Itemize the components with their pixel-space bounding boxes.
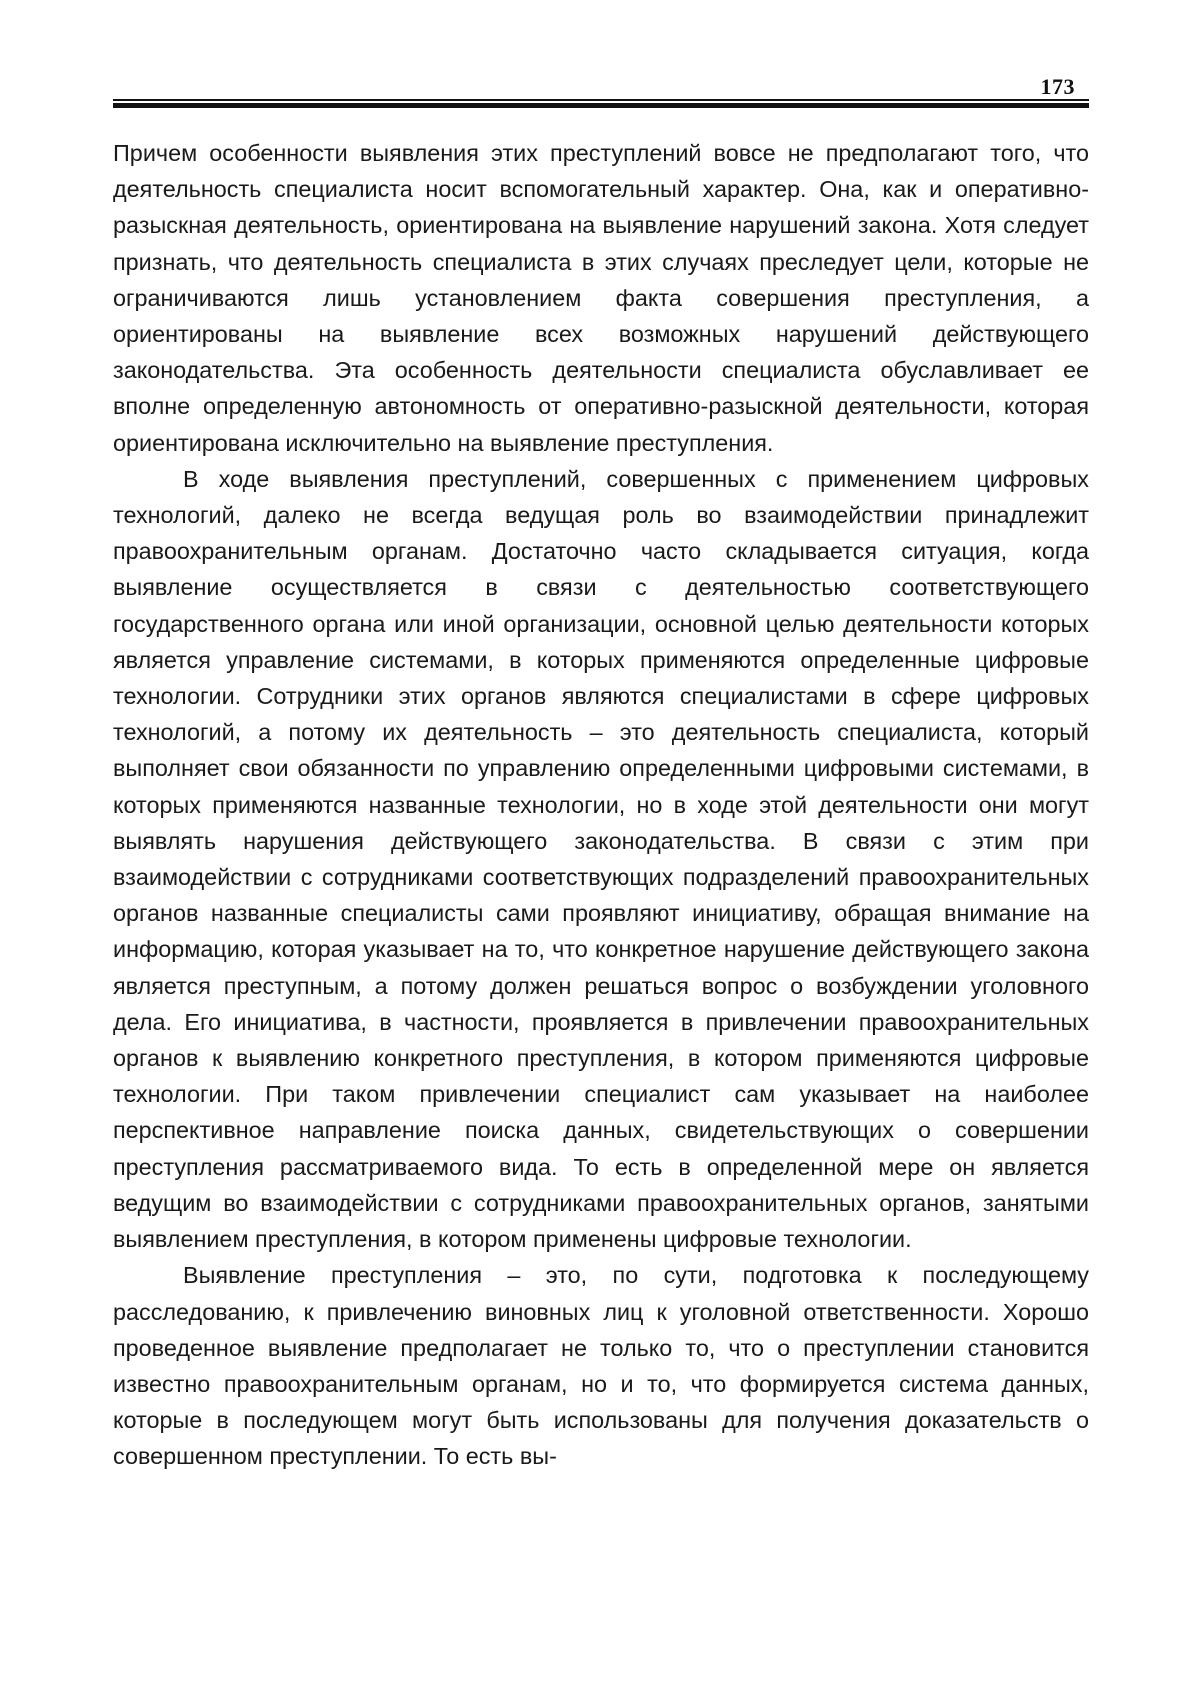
- book-page: [113, 0, 1089, 1698]
- paragraph-1: Причем особенности выявления этих преступлений вовсе не предполагают того, что деятельность специалиста носит вспомогательный характер. Она, как и оперативно-разыскная деятельность, ориентирована на выявление нарушений закона. Хотя следует признать, что деятельность специалиста в этих случаях преследует цели, которые не ограничиваются лишь установлением факта совершения преступления, а ориентированы на выявление всех возможных нарушений действующего законодательства. Эта особенность деятельности специалиста обуславливает ее вполне определенную автономность от оперативно-разыскной деятельности, которая ориентирована исключительно на выявление преступления.: [113, 140, 1089, 456]
- paragraph-2: В ходе выявления преступлений, совершенных с применением цифровых технологий, далеко не всегда ведущая роль во взаимодействии принадлежит правоохранительным органам. Достаточно часто складывается ситуация, когда выявление осуществляется в связи с деятельностью соответствующего государственного органа или иной организации, основной целью деятельности которых является управление системами, в которых применяются определенные цифровые технологии. Сотрудники этих органов являются специалистами в сфере цифровых технологий, а потому их деятельность – это деятельность специалиста, который выполняет свои обязанности по управлению определенными цифровыми системами, в которых применяются названные технологии, но в ходе этой деятельности они могут выявлять нарушения действующего законодательства. В связи с этим при взаимодействии с сотрудниками соответствующих подразделений правоохранительных органов названные специалисты сами проявляют инициативу, обращая внимание на информацию, которая указывает на то, что конкретное нарушение действующего закона является преступным, а потому должен решаться вопрос о возбуждении уголовного дела. Его инициатива, в частности, проявляется в привлечении правоохранительных органов к выявлению конкретного преступления, в котором применяются цифровые технологии. При таком привлечении специалист сам указывает на наиболее перспективное направление поиска данных, свидетельствующих о совершении преступления рассматриваемого вида. То есть в определенной мере он является ведущим во взаимодействии с сотрудниками правоохранительных органов, занятыми выявлением преступления, в котором применены цифровые технологии.: [113, 465, 1089, 1253]
- header-rule-bold: [113, 103, 1089, 108]
- page-number: 173: [1040, 74, 1075, 99]
- paragraph-3: Выявление преступления – это, по сути, подготовка к последующему расследованию, к привлечению виновных лиц к уголовной ответственности. Хорошо проведенное выявление предполагает не только то, что о преступлении становится известно правоохранительным органам, но и то, что формируется система данных, которые в последующем могут быть использованы для получения доказательств о совершенном преступлении. То есть вы-: [113, 1262, 1089, 1470]
- body-text: [113, 135, 1089, 1475]
- header-rule: [113, 99, 1089, 101]
